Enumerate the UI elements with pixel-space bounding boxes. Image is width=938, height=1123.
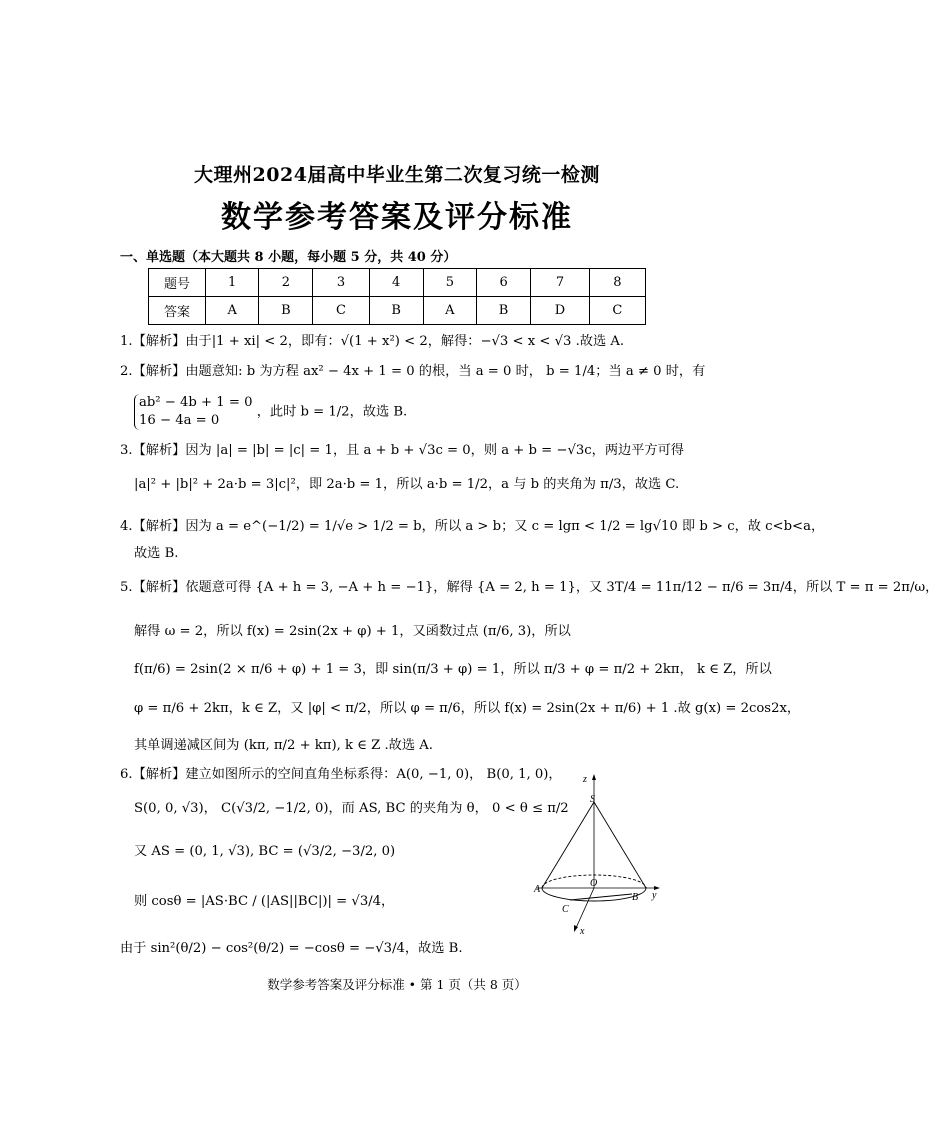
- table-cell: 4: [369, 269, 423, 297]
- table-cell: 5: [423, 269, 476, 297]
- exam-title: 大理州2024届高中毕业生第二次复习统一检测: [194, 164, 600, 186]
- figure-label: C: [562, 904, 569, 915]
- equation: 16 − 4a = 0: [139, 413, 220, 428]
- solution-6-line-2: S(0, 0, √3)， C(√3/2, −1/2, 0)，而 AS, BC 的夹角为 θ， 0 < θ ≤ π/2: [134, 801, 569, 816]
- table-cell: B: [477, 297, 531, 325]
- x-axis-arrow: [574, 925, 578, 932]
- solution-3-line-2: |a|² + |b|² + 2a·b = 3|c|²，即 2a·b = 1，所以 a·b = 1/2，a 与 b 的夹角为 π/3，故选 C.: [134, 477, 680, 492]
- section-heading: 一、单选题（本大题共 8 小题，每小题 5 分，共 40 分）: [120, 250, 457, 265]
- table-cell: A: [206, 297, 259, 325]
- solution-6-line-4: 则 cosθ = |AS·BC / (|AS||BC|)| = √3/4，: [134, 894, 395, 909]
- cone-edge-right: [594, 802, 646, 888]
- solution-1: 1.【解析】由于|1 + xi| < 2，即有：√(1 + x²) < 2，解得：−√3 < x < √3 .故选 A.: [120, 334, 625, 349]
- table-row: [149, 297, 646, 325]
- table-cell: A: [423, 297, 476, 325]
- solution-2-line-1: 2.【解析】由题意知: b 为方程 ax² − 4x + 1 = 0 的根，当 a = 0 时， b = 1/4；当 a ≠ 0 时，有: [120, 364, 706, 379]
- solution-5-line-5: 其单调递减区间为 (kπ, π/2 + kπ), k ∈ Z .故选 A.: [134, 738, 433, 753]
- solution-3-line-1: 3.【解析】因为 |a| = |b| = |c| = 1，且 a + b + √3c = 0，则 a + b = −√3c，两边平方可得: [120, 443, 684, 458]
- table-cell: 7: [531, 269, 590, 297]
- solution-6-line-3: 又 AS = (0, 1, √3), BC = (√3/2, −3/2, 0): [134, 844, 396, 859]
- equation: ab² − 4b + 1 = 0: [139, 395, 253, 410]
- answer-table: [148, 268, 646, 325]
- figure-label: y: [652, 890, 657, 901]
- figure-label: B: [632, 892, 639, 903]
- figure-label: x: [580, 926, 585, 937]
- figure-label: O: [590, 878, 598, 889]
- table-cell: C: [589, 297, 645, 325]
- table-cell: C: [313, 297, 369, 325]
- table-cell: 3: [313, 269, 369, 297]
- solution-2-line-2: [134, 394, 407, 430]
- solution-5-line-3: f(π/6) = 2sin(2 × π/6 + φ) + 1 = 3，即 sin(π/3 + φ) = 1，所以 π/3 + φ = π/2 + 2kπ， k ∈ Z，所以: [134, 662, 772, 677]
- solution-4-line-2: 故选 B.: [134, 546, 179, 561]
- solution-6-line-5: 由于 sin²(θ/2) − cos²(θ/2) = −cosθ = −√3/4，故选 B.: [120, 941, 463, 956]
- table-cell: 答案: [149, 297, 206, 325]
- cone-figure: [528, 770, 668, 940]
- table-cell: 题号: [149, 269, 206, 297]
- figure-label: S: [590, 794, 595, 805]
- solution-6-line-1: 6.【解析】建立如图所示的空间直角坐标系得：A(0, −1, 0)， B(0, 1, 0)，: [120, 767, 562, 782]
- page-footer: 数学参考答案及评分标准 • 第 1 页（共 8 页）: [267, 977, 527, 992]
- z-axis-arrow: [592, 774, 596, 780]
- table-cell: 1: [206, 269, 259, 297]
- solution-5-line-4: φ = π/6 + 2kπ，k ∈ Z，又 |φ| < π/2，所以 φ = π/6，所以 f(x) = 2sin(2x + π/6) + 1 .故 g(x) = 2cos2x，: [134, 701, 801, 716]
- figure-label: A: [534, 884, 541, 895]
- table-cell: B: [259, 297, 313, 325]
- x-axis: [576, 888, 594, 928]
- solution-4-line-1: 4.【解析】因为 a = e^(−1/2) = 1/√e > 1/2 = b，所以 a > b；又 c = lgπ < 1/2 = lg√10 即 b > c，故 c<b<a，: [120, 519, 825, 534]
- table-cell: B: [369, 297, 423, 325]
- solution-2-conclusion: ，此时 b = 1/2，故选 B.: [256, 404, 408, 420]
- table-cell: D: [531, 297, 590, 325]
- table-row: [149, 269, 646, 297]
- figure-label: z: [583, 774, 587, 785]
- table-cell: 2: [259, 269, 313, 297]
- solution-5-line-2: 解得 ω = 2，所以 f(x) = 2sin(2x + φ) + 1，又函数过点 (π/6, 3)，所以: [134, 624, 571, 639]
- document-title: 数学参考答案及评分标准: [221, 200, 573, 235]
- table-cell: 8: [589, 269, 645, 297]
- table-cell: 6: [477, 269, 531, 297]
- solution-5-line-1: 5.【解析】依题意可得 {A + h = 3, −A + h = −1}，解得 {A = 2, h = 1}，又 3T/4 = 11π/12 − π/6 = 3π/4，所以 T = π = 2π/ω，: [120, 580, 938, 595]
- equation-system: [134, 394, 253, 430]
